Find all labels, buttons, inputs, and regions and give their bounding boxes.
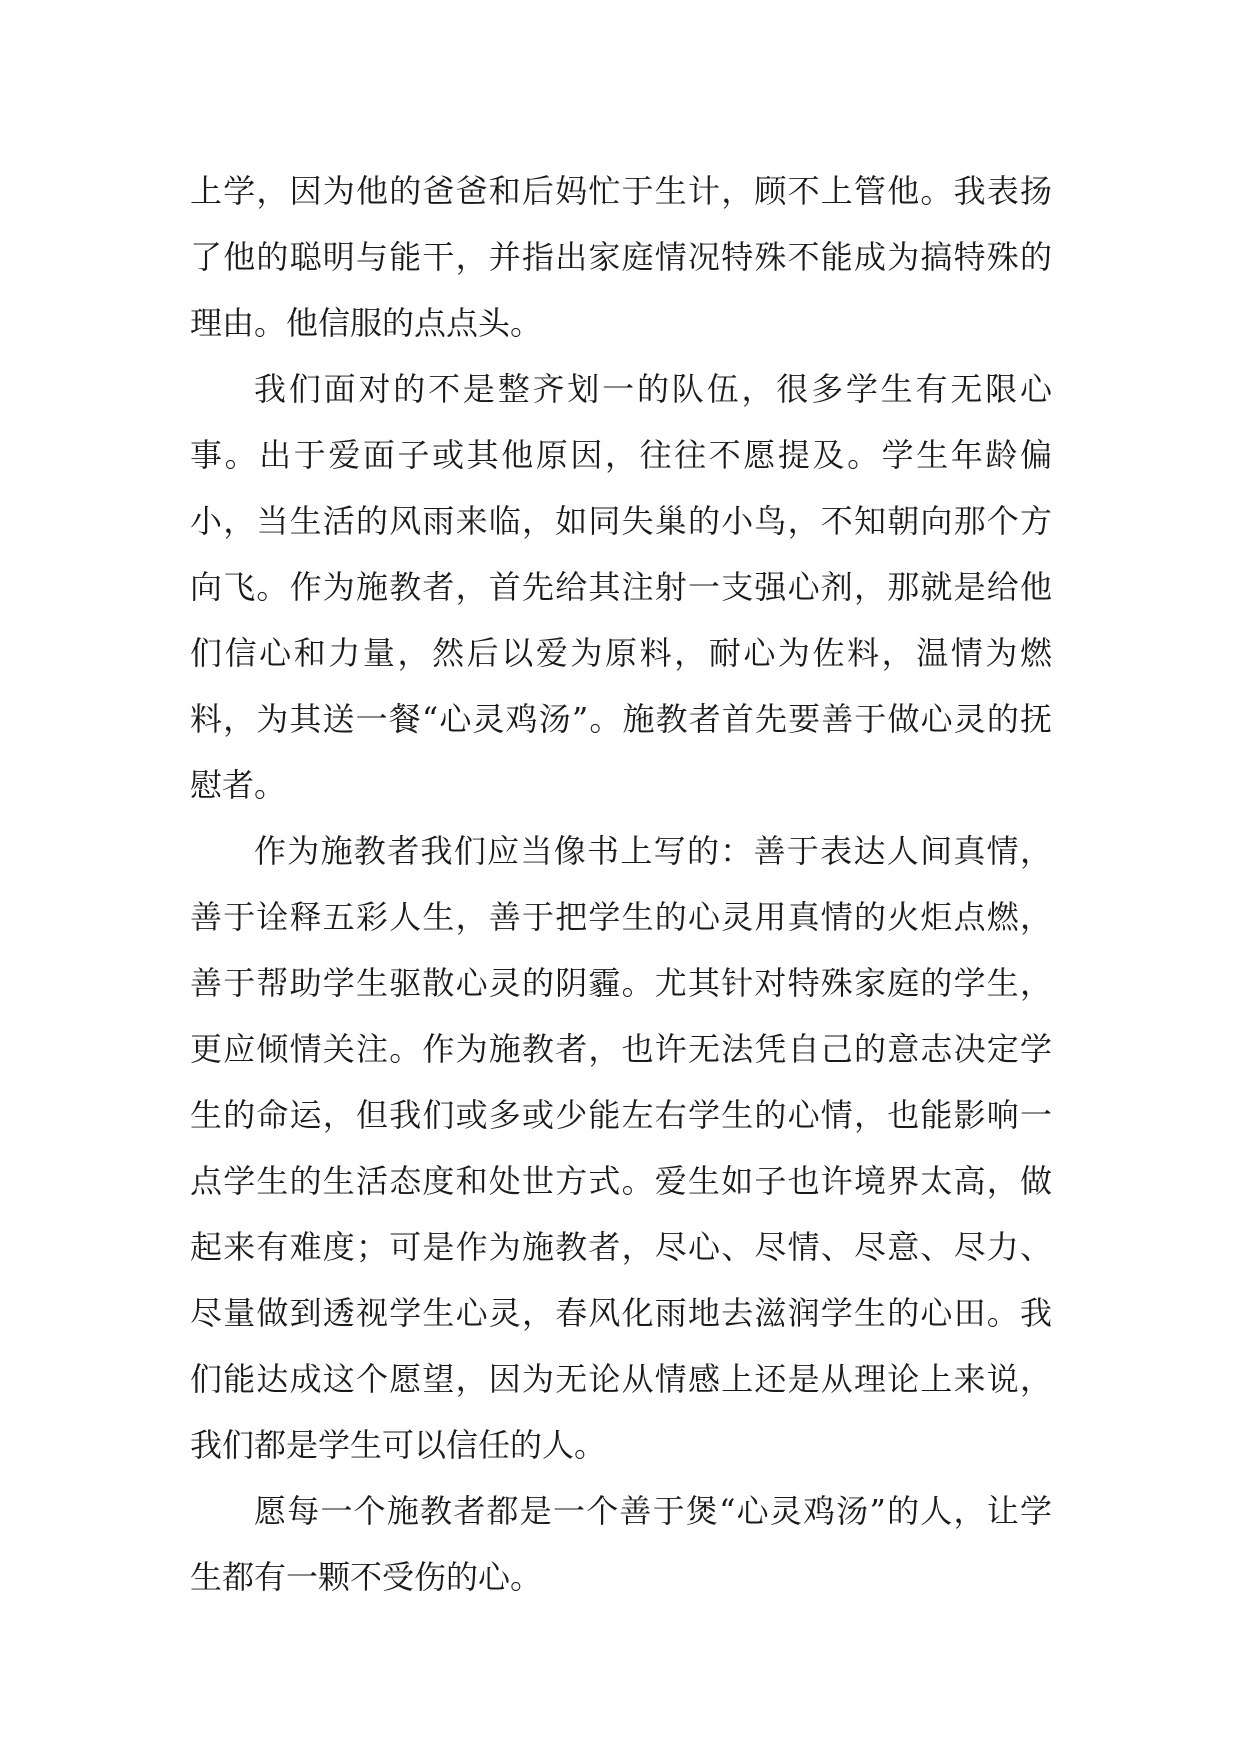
paragraph-1: 上学，因为他的爸爸和后妈忙于生计，顾不上管他。我表扬了他的聪明与能干，并指出家庭情况特殊不能成为搞特殊的理由。他信服的点点头。 (190, 172, 1052, 342)
paragraph-3: 作为施教者我们应当像书上写的：善于表达人间真情，善于诠释五彩人生，善于把学生的心灵用真情的火炬点燃，善于帮助学生驱散心灵的阴霾。尤其针对特殊家庭的学生，更应倾情关注。作为施教者，也许无法凭自己的意志决定学生的命运，但我们或多或少能左右学生的心情，也能影响一点学生的生活态度和处世方式。爱生如子也许境界太高，做起来有难度；可是作为施教者，尽心、尽情、尽意、尽力、尽量做到透视学生心灵，春风化雨地去滋润学生的心田。我们能达成这个愿望，因为无论从情感上还是从理论上来说，我们都是学生可以信任的人。 (190, 832, 1052, 1464)
document-body (190, 158, 1052, 1610)
paragraph-4: 愿每一个施教者都是一个善于煲“心灵鸡汤”的人，让学生都有一颗不受伤的心。 (190, 1492, 1052, 1596)
paragraph-2: 我们面对的不是整齐划一的队伍，很多学生有无限心事。出于爱面子或其他原因，往往不愿提及。学生年龄偏小，当生活的风雨来临，如同失巢的小鸟，不知朝向那个方向飞。作为施教者，首先给其注射一支强心剂，那就是给他们信心和力量，然后以爱为原料，耐心为佐料，温情为燃料，为其送一餐“心灵鸡汤”。施教者首先要善于做心灵的抚慰者。 (190, 370, 1052, 804)
